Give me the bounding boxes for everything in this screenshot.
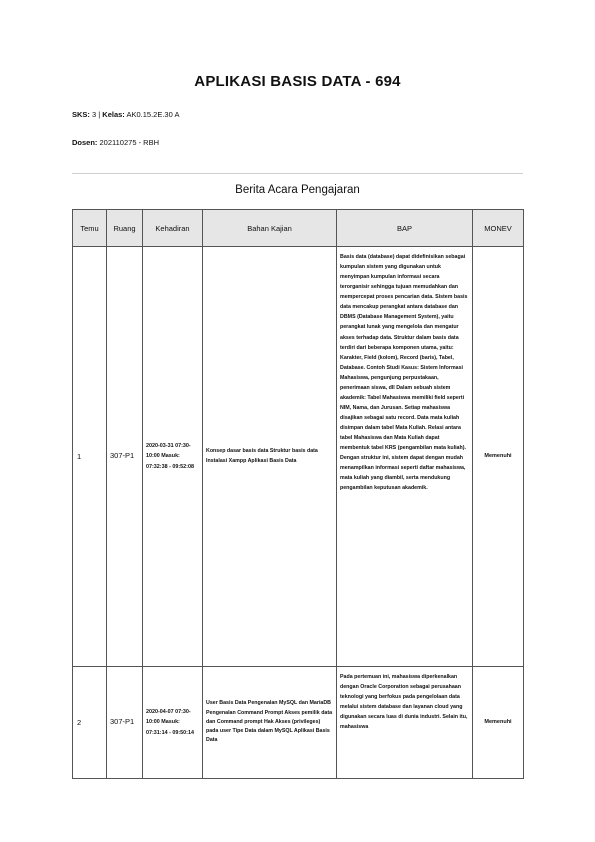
document-title: APLIKASI BASIS DATA - 694 [194, 73, 401, 90]
dosen-value: 202110275 - RBH [97, 138, 159, 147]
kelas-value: AK0.15.2E.30 A [124, 110, 180, 119]
cell-bap-text: Pada pertemuan ini, mahasiswa diperkenalkan dengan Oracle Corporation sebagai perusahaan teknologi yang berfokus pada pengelolaan data melalui sistem database dan layanan cloud yang digunakan secara luas di dunia industri. Selain itu, mahasiswa [340, 674, 468, 731]
cell-ruang: 307-P1 [107, 667, 143, 779]
table-row [73, 247, 524, 667]
cell-ruang: 307-P1 [107, 247, 143, 667]
header-ruang: Ruang [107, 210, 143, 247]
table-row [73, 667, 524, 779]
header-bap: BAP [337, 210, 473, 247]
course-meta [72, 110, 179, 119]
cell-temu: 1 [73, 247, 107, 667]
cell-bahan-kajian: Konsep dasar basis data Struktur basis data Instalasi Xampp Aplikasi Basis Data [203, 247, 337, 667]
cell-kehadiran: 2020-03-31 07:30-10:00 Masuk: 07:32:38 - 09:52:08 [143, 247, 203, 667]
sks-value: 3 | [89, 110, 103, 119]
cell-monev: Memenuhi [473, 247, 524, 667]
header-temu: Temu [73, 210, 107, 247]
table-header-row [73, 210, 524, 247]
dosen-label: Dosen: [72, 138, 98, 147]
section-title: Berita Acara Pengajaran [235, 184, 360, 196]
lecturer-meta [72, 138, 159, 147]
sks-label: SKS: [72, 110, 90, 119]
teaching-report-table [72, 209, 524, 779]
kelas-label: Kelas: [102, 110, 125, 119]
cell-temu: 2 [73, 667, 107, 779]
cell-kehadiran: 2020-04-07 07:30-10:00 Masuk: 07:31:14 - 09:50:14 [143, 667, 203, 779]
cell-bap: Basis data (database) dapat didefinisikan sebagai kumpulan sistem yang digunakan untuk menyimpan kumpulan informasi secara terorganisir sehingga tujuan memudahkan dan mempercepat proses pencarian data. Sistem basis data mencakup perangkat antara database dan DBMS (Database Management System), yaitu perangkat lunak yang mengelola dan mengatur akses terhadap data. Struktur dalam basis data terdiri dari beberapa komponen utama, yaitu: Karakter, Field (kolom), Record (baris), Tabel, Database. Contoh Studi Kasus: Sistem Informasi Mahasiswa, pengunjung perpustakaan, penerimaan siswa, dll Dalam sebuah sistem akademik: Tabel Mahasiswa memiliki field seperti NIM, Nama, dan Jurusan. Setiap mahasiswa disajikan sebagai satu record. Data mata kuliah disimpan dalam tabel Mata Kuliah. Relasi antara tabel Mahasiswa dan Mata Kuliah dapat membentuk tabel KRS (pengambilan mata kuliah). Dengan struktur ini, sistem dapat dengan mudah menampilkan informasi seperti daftar mahasiswa, mata kuliah yang diambil, serta mendukung pengambilan keputusan akademik. [337, 247, 473, 667]
cell-monev: Memenuhi [473, 667, 524, 779]
header-bahan-kajian: Bahan Kajian [203, 210, 337, 247]
header-kehadiran: Kehadiran [143, 210, 203, 247]
header-monev: MONEV [473, 210, 524, 247]
cell-bahan-kajian: User Basis Data Pengenalan MySQL dan MariaDB Pengenalan Command Prompt Akses pemilik data dan Command prompt Hak Akses (privileges) pada user Tipe Data dalam MySQL Aplikasi Basis Data [203, 667, 337, 779]
cell-bap [337, 667, 473, 779]
divider [72, 173, 523, 174]
